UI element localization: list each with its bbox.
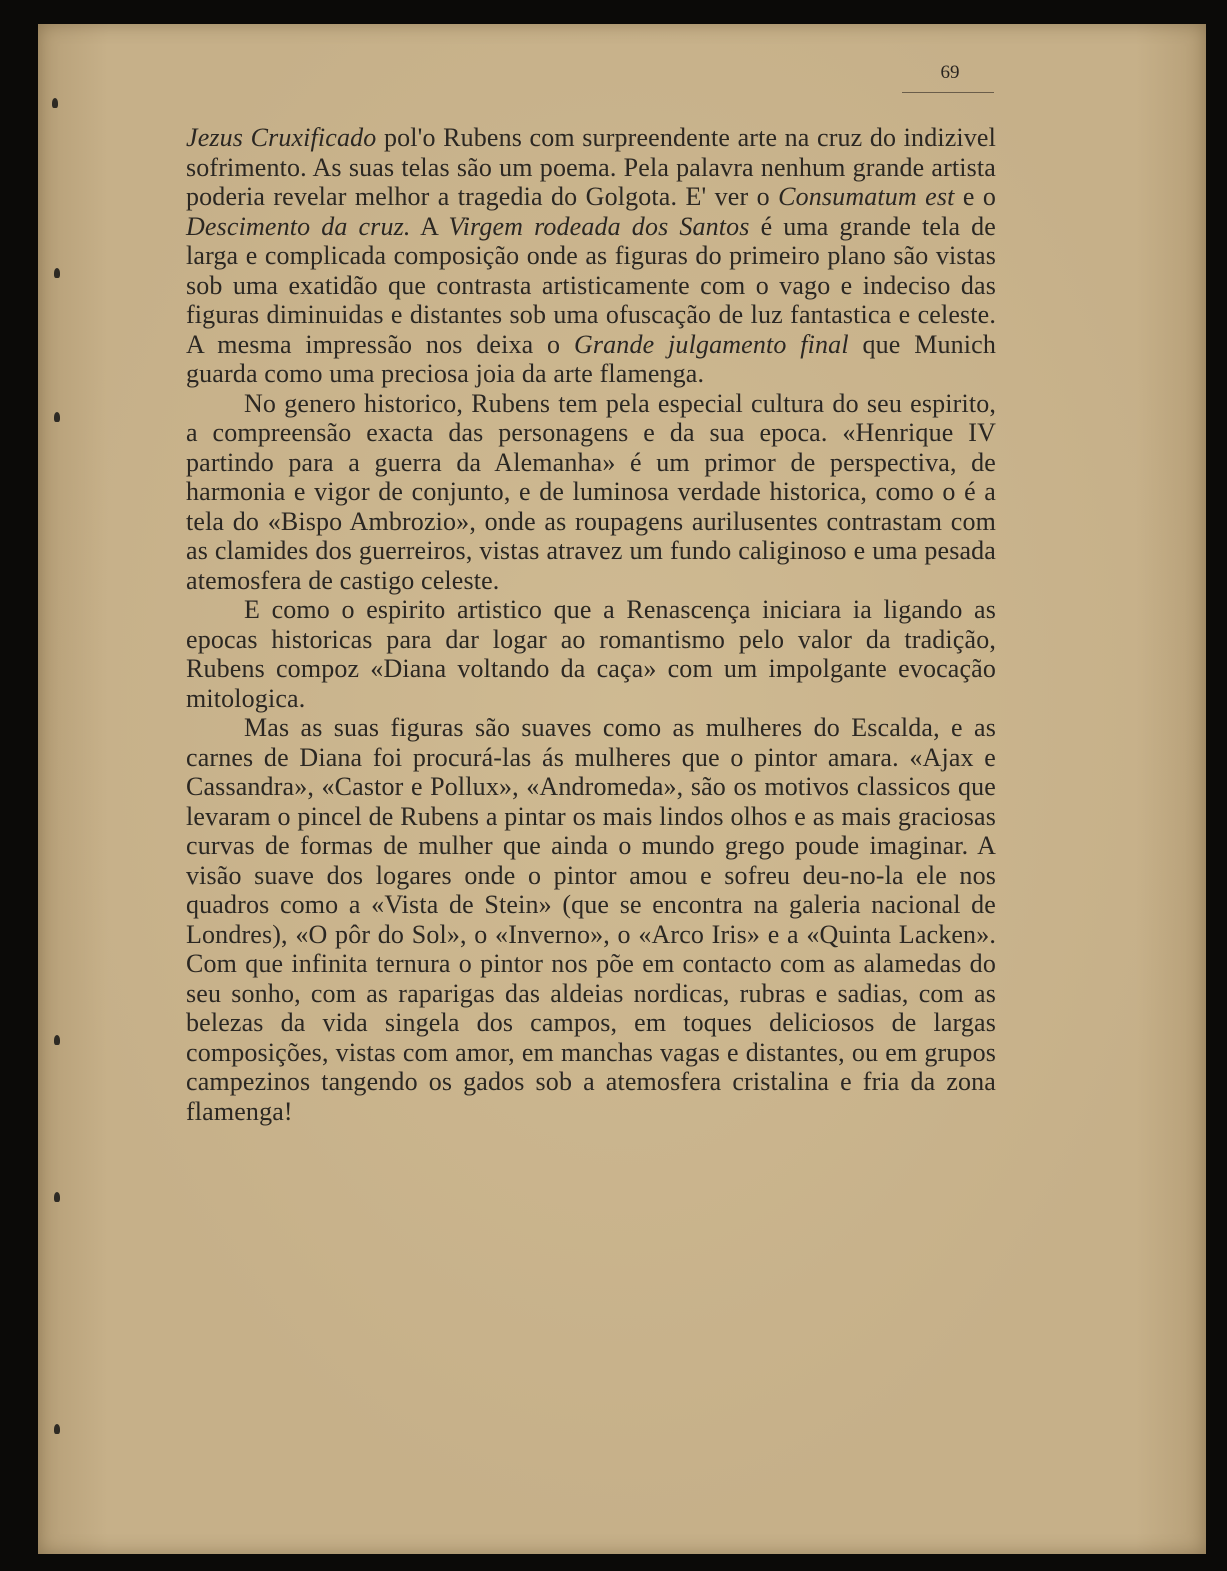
margin-mark [54, 1035, 60, 1045]
paragraph [186, 713, 996, 1126]
margin-mark [52, 98, 58, 108]
margin-mark [54, 268, 60, 278]
paragraph [186, 389, 996, 596]
italic-title: Virgem rodeada dos Santos [448, 211, 750, 241]
text-run: é uma grande tela de larga e complicada composição onde as figuras do primeiro plano são vistas sob uma exatidão que contrasta artisticamente com o vago e indeciso das figuras diminuidas e distantes sob uma ofuscação de luz fantastica e celeste. A mesma impressão nos deixa o [186, 211, 996, 359]
italic-title: Grande julgamento final [573, 329, 849, 359]
text-run: A [410, 211, 449, 241]
paragraph [186, 595, 996, 713]
page-number: 69 [940, 62, 960, 83]
margin-mark [54, 1192, 60, 1202]
paragraph [186, 123, 996, 389]
page-number-rule [902, 92, 994, 93]
margin-mark [54, 1424, 60, 1434]
italic-title: Descimento da cruz. [186, 211, 411, 241]
italic-title: Consumatum est [778, 182, 955, 211]
text-run: que Munich guarda como uma preciosa joia da arte flamenga. [186, 329, 996, 388]
text-run: Mas as suas figuras são suaves como as mulheres do Escalda, e as carnes de Diana foi procurá-las ás mulheres que o pintor amara. «Ajax e Cassandra», «Castor e Pollux», «Andromeda», são os motivos classicos que levaram o pincel de Rubens a pintar os mais lindos olhos e as mais graciosas curvas de formas de mulher que ainda o mundo grego poude imaginar. A visão suave dos logares onde o pintor amou e sofreu deu-no-la ele nos quadros como a «Vista de Stein» (que se encontra na galeria nacional de Londres), «O pôr do Sol», o «Inverno», o «Arco Iris» e a «Quinta Lacken». Com que infinita ternura o pintor nos põe em contacto com as alamedas do seu sonho, com as raparigas das aldeias nordicas, rubras e sadias, com as belezas da vida singela dos campos, em toques deliciosos de largas composições, vistas com amor, em manchas vagas e distantes, ou em grupos campezinos tangendo os gados sob a atemosfera cristalina e fria da zona flamenga! [186, 713, 996, 1126]
text-run: E como o espirito artistico que a Renascença iniciara ia ligando as epocas historicas para dar logar ao romantismo pelo valor da tradição, Rubens compoz «Diana voltando da caça» com um impolgante evocação mitologica. [186, 595, 996, 713]
text-run: e o [954, 182, 997, 211]
italic-title: Jezus Cruxificado [186, 123, 377, 152]
text-run: No genero historico, Rubens tem pela especial cultura do seu espirito, a compreensão exacta das personagens e da sua epoca. «Henrique IV partindo para a guerra da Alemanha» é um primor de perspectiva, de harmonia e vigor de conjunto, e de luminosa verdade historica, como o é a tela do «Bispo Ambrozio», onde as roupagens aurilusentes contrastam com as clamides dos guerreiros, vistas atravez um fundo caliginoso e uma pesada atemosfera de castigo celeste. [186, 388, 996, 595]
body-text [186, 123, 996, 1126]
text-run: pol'o Rubens com surpreendente arte na cruz do indizivel sofrimento. As suas telas são um poema. Pela palavra nenhum grande artista poderia revelar melhor a tragedia do Golgota. E' ver o [186, 123, 996, 211]
margin-mark [54, 412, 60, 422]
